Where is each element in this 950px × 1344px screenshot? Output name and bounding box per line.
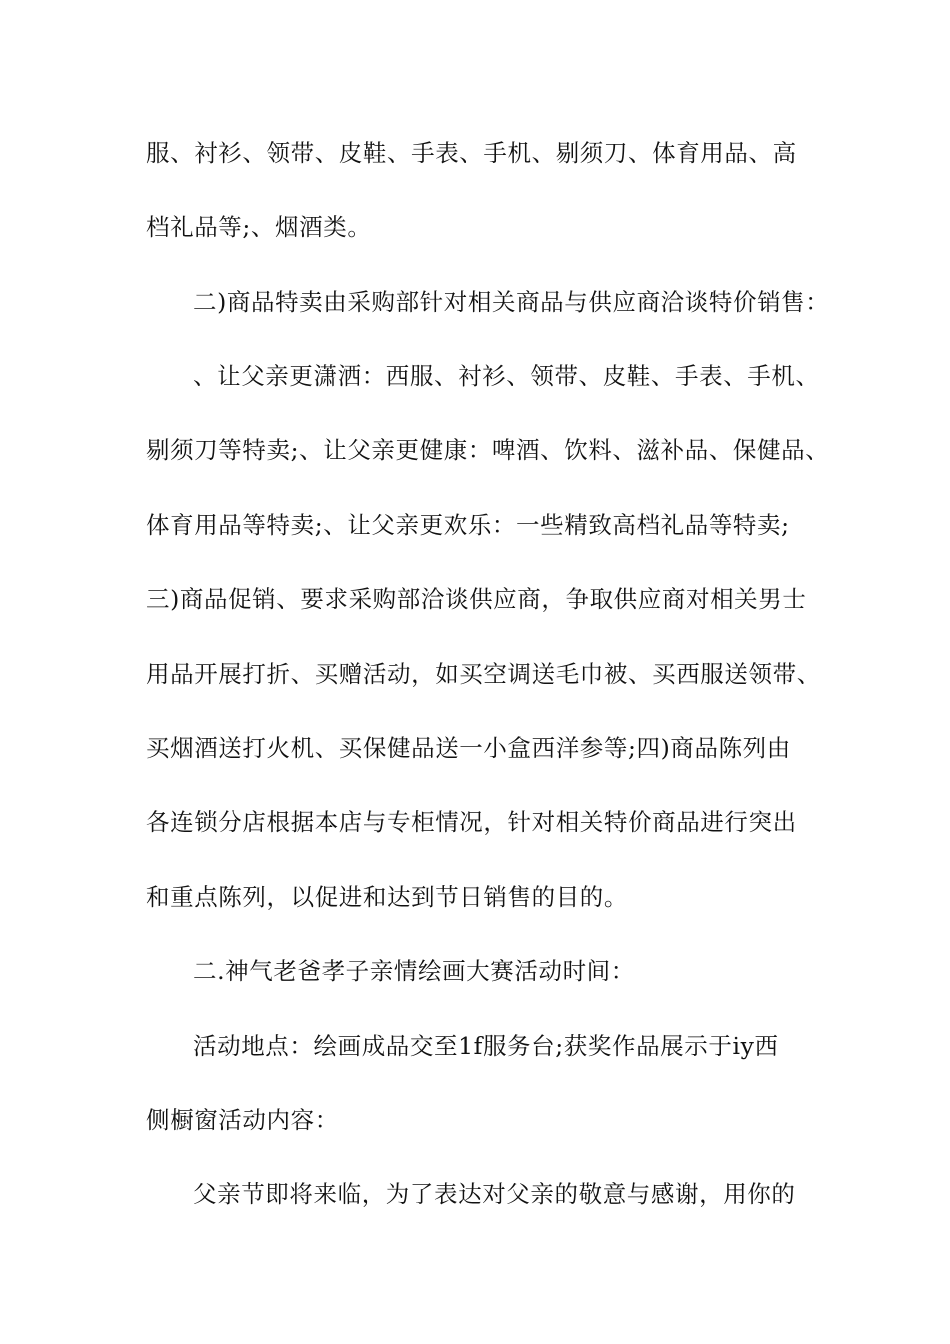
text-line-13: 活动地点：绘画成品交至1f服务台;获奖作品展示于iy西 — [193, 1032, 779, 1060]
text-line-9: 买烟酒送打火机、买保健品送一小盒西洋参等;四)商品陈列由 — [146, 734, 791, 762]
text-line-2: 档礼品等;、烟酒类。 — [146, 213, 372, 241]
text-line-7: 三)商品促销、要求采购部洽谈供应商，争取供应商对相关男士 — [146, 585, 807, 613]
text-line-1: 服、衬衫、领带、皮鞋、手表、手机、剔须刀、体育用品、高 — [146, 139, 797, 167]
text-line-4: 、让父亲更潇洒：西服、衬衫、领带、皮鞋、手表、手机、 — [193, 362, 820, 390]
text-line-15: 父亲节即将来临，为了表达对父亲的敬意与感谢，用你的 — [193, 1180, 796, 1208]
text-line-8: 用品开展打折、买赠活动，如买空调送毛巾被、买西服送领带、 — [146, 660, 821, 688]
text-line-14: 侧橱窗活动内容： — [146, 1106, 339, 1134]
text-line-11: 和重点陈列，以促进和达到节日销售的目的。 — [146, 883, 628, 911]
text-line-10: 各连锁分店根据本店与专柜情况，针对相关特价商品进行突出 — [146, 808, 797, 836]
text-line-5: 剔须刀等特卖;、让父亲更健康：啤酒、饮料、滋补品、保健品、 — [146, 436, 830, 464]
text-line-12: 二.神气老爸孝子亲情绘画大赛活动时间： — [193, 957, 635, 985]
text-line-3: 二)商品特卖由采购部针对相关商品与供应商洽谈特价销售： — [193, 288, 830, 316]
text-line-6: 体育用品等特卖;、让父亲更欢乐：一些精致高档礼品等特卖; — [146, 511, 790, 539]
